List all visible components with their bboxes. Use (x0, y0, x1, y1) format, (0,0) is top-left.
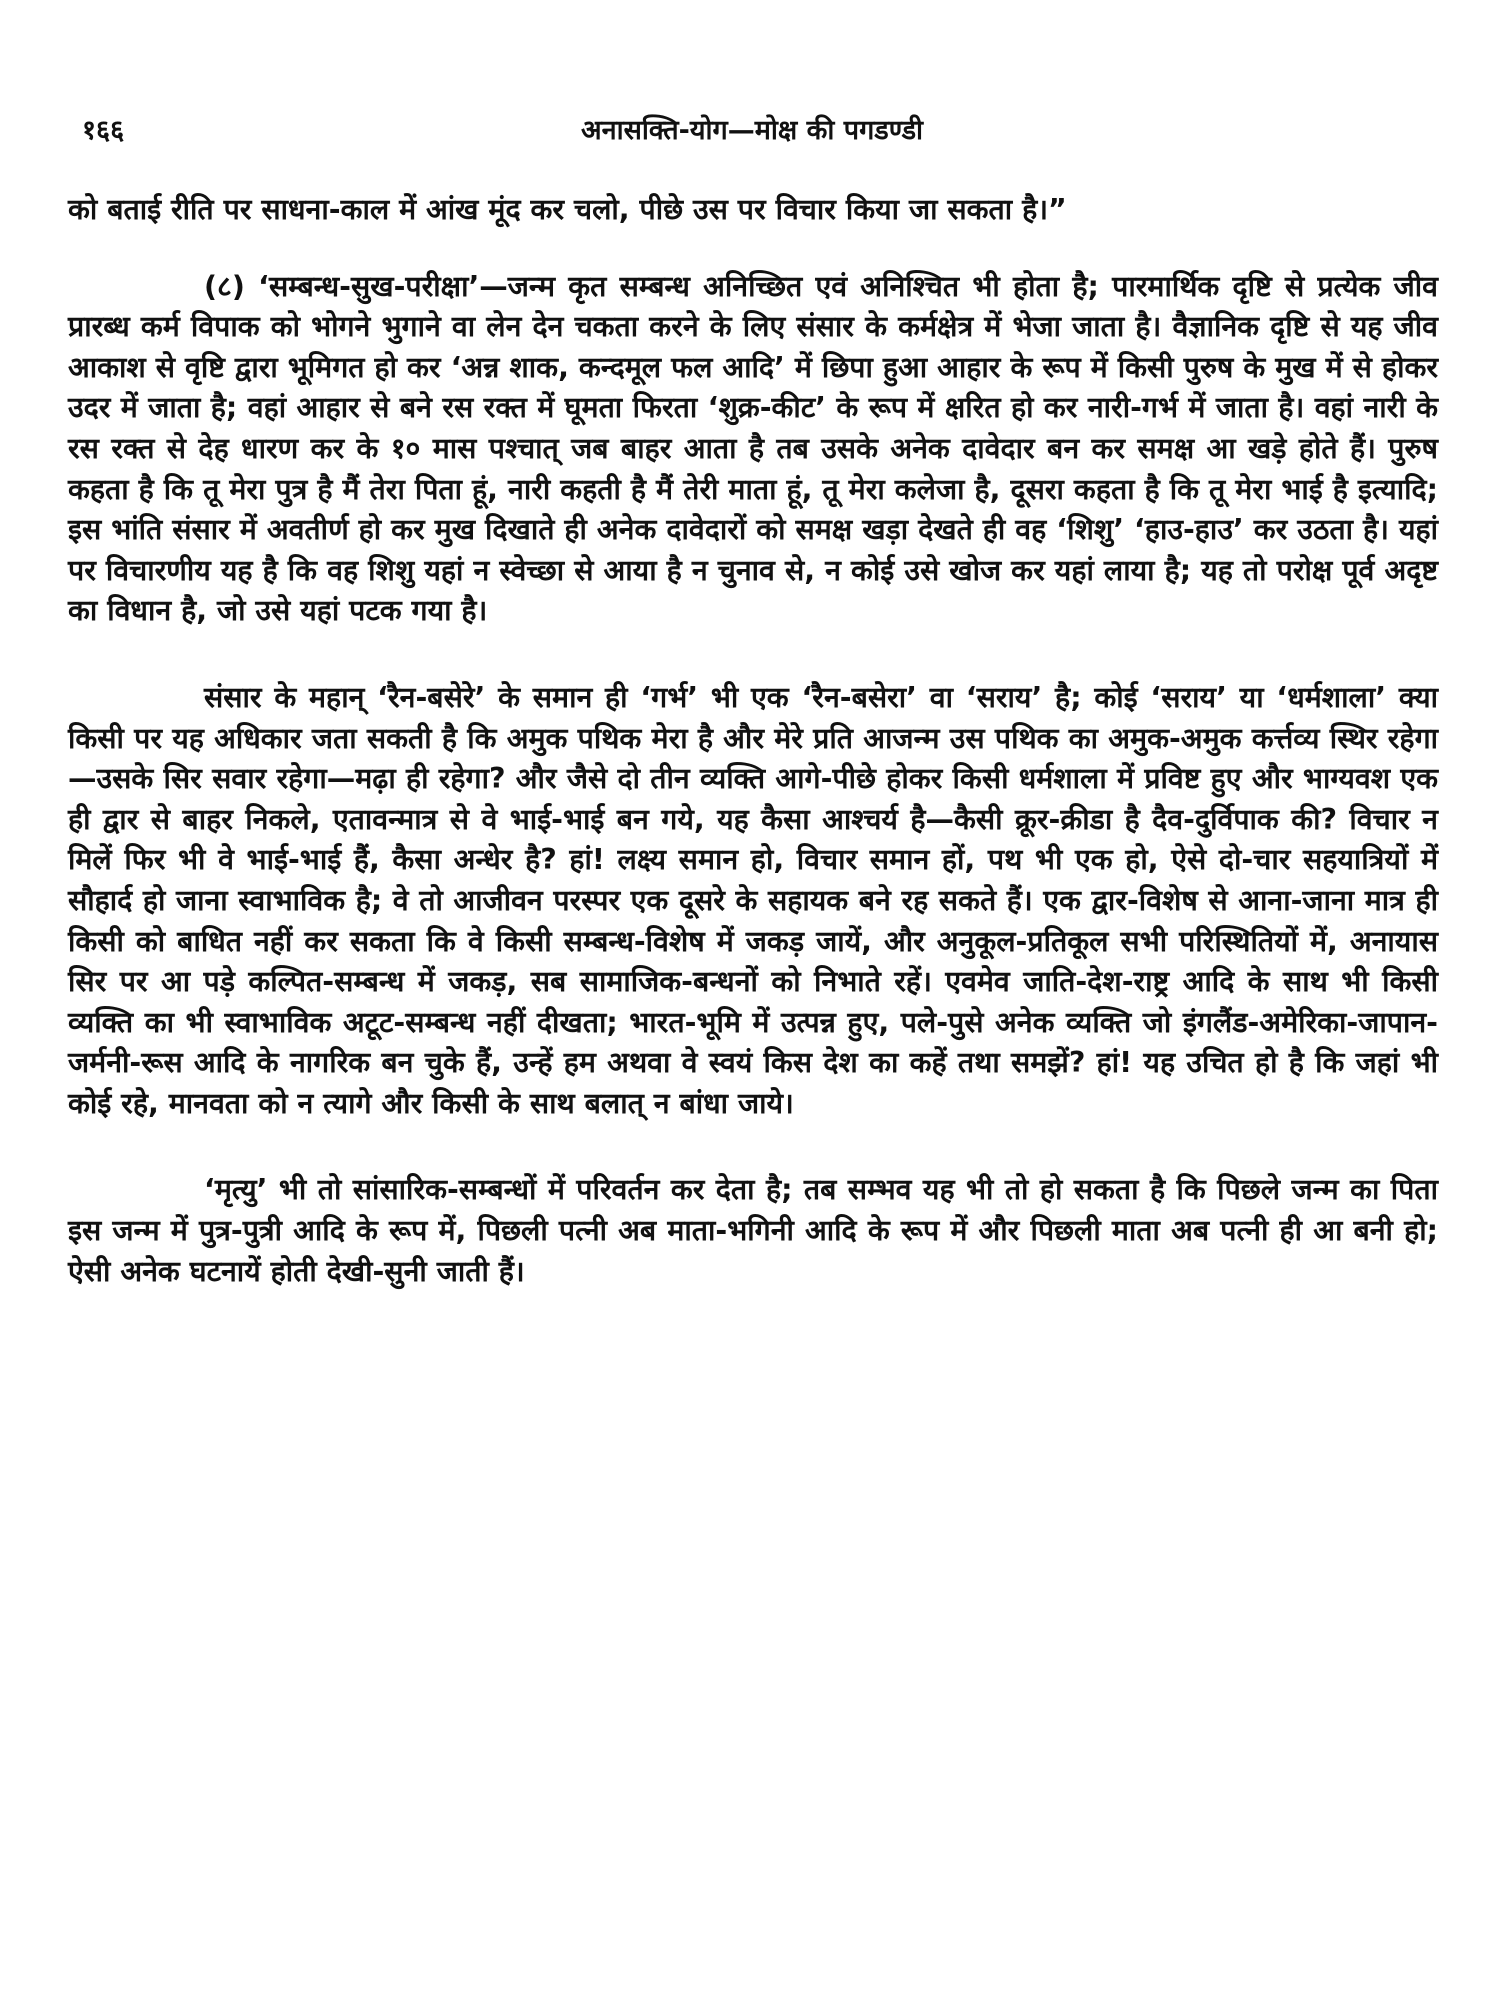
running-title: अनासक्ति-योग—मोक्ष की पगडण्डी (580, 115, 924, 146)
page-header (82, 110, 1422, 150)
section-heading: (८) ‘सम्बन्ध-सुख-परीक्षा’ (204, 269, 480, 303)
paragraph-mrityu: ‘मृत्यु’ भी तो सांसारिक-सम्बन्धों में परिवर्तन कर देता है; तब सम्भव यह भी तो हो सकता है कि पिछले जन्म का पिता इस जन्म में पुत्र-पुत्री आदि के रूप में, पिछली पत्नी अब माता-भगिनी आदि के रूप में और पिछली माता अब पत्नी ही आ बनी हो; ऐसी अनेक घटनायें होती देखी-सुनी जाती हैं। (68, 1173, 1438, 1288)
paragraph-section-8 (68, 267, 1438, 632)
paragraph-text: —जन्म कृत सम्बन्ध अनिच्छित एवं अनिश्चित भी होता है; पारमार्थिक दृष्टि से प्रत्येक जीव प्रारब्ध कर्म विपाक को भोगने भुगाने वा लेन देन चकता करने के लिए संसार के कर्मक्षेत्र में भेजा जाता है। वैज्ञानिक दृष्टि से यह जीव आकाश से वृष्टि द्वारा भूमिगत हो कर ‘अन्न शाक, कन्दमूल फल आदि’ में छिपा हुआ आहार के रूप में किसी पुरुष के मुख में से होकर उदर में जाता है; वहां आहार से बने रस रक्त में घूमता फिरता ‘शुक्र-कीट’ के रूप में क्षरित हो कर नारी-गर्भ में जाता है। वहां नारी के रस रक्त से देह धारण कर के १० मास पश्चात् जब बाहर आता है तब उसके अनेक दावेदार बन कर समक्ष आ खड़े होते हैं। पुरुष कहता है कि तू मेरा पुत्र है मैं तेरा पिता हूं, नारी कहती है मैं तेरी माता हूं, तू मेरा कलेजा है, दूसरा कहता है कि तू मेरा भाई है इत्यादि; इस भांति संसार में अवतीर्ण हो कर मुख दिखाते ही अनेक दावेदारों को समक्ष खड़ा देखते ही वह ‘शिशु’ ‘हाउ-हाउ’ कर उठता है। यहां पर विचारणीय यह है कि वह शिशु यहां न स्वेच्छा से आया है न चुनाव से, न कोई उसे खोज कर यहां लाया है; यह तो परोक्ष पूर्व अदृष्ट का विधान है, जो उसे यहां पटक गया है। (68, 269, 1438, 628)
paragraph-continuation: को बताई रीति पर साधना-काल में आंख मूंद कर चलो, पीछे उस पर विचार किया जा सकता है।” (68, 193, 1067, 226)
page-number: १६६ (82, 115, 125, 146)
paragraph-sarai: संसार के महान् ‘रैन-बसेरे’ के समान ही ‘गर्भ’ भी एक ‘रैन-बसेरा’ वा ‘सराय’ है; कोई ‘सराय’ या ‘धर्मशाला’ क्या किसी पर यह अधिकार जता सकती है कि अमुक पथिक मेरा है और मेरे प्रति आजन्म उस पथिक का अमुक-अमुक कर्त्तव्य स्थिर रहेगा—उसके सिर सवार रहेगा—मढ़ा ही रहेगा? और जैसे दो तीन व्यक्ति आगे-पीछे होकर किसी धर्मशाला में प्रविष्ट हुए और भाग्यवश एक ही द्वार से बाहर निकले, एतावन्मात्र से वे भाई-भाई बन गये, यह कैसा आश्चर्य है—कैसी क्रूर-क्रीडा है दैव-दुर्विपाक की? विचार न मिलें फिर भी वे भाई-भाई हैं, कैसा अन्धेर है? हां! लक्ष्य समान हो, विचार समान हों, पथ भी एक हो, ऐसे दो-चार सहयात्रियों में सौहार्द हो जाना स्वाभाविक है; वे तो आजीवन परस्पर एक दूसरे के सहायक बने रह सकते हैं। एक द्वार-विशेष से आना-जाना मात्र ही किसी को बाधित नहीं कर सकता कि वे किसी सम्बन्ध-विशेष में जकड़ जायें, और अनुकूल-प्रतिकूल सभी परिस्थितियों में, अनायास सिर पर आ पड़े कल्पित-सम्बन्ध में जकड़, सब सामाजिक-बन्धनों को निभाते रहें। एवमेव जाति-देश-राष्ट्र आदि के साथ भी किसी व्यक्ति का भी स्वाभाविक अटूट-सम्बन्ध नहीं दीखता; भारत-भूमि में उत्पन्न हुए, पले-पुसे अनेक व्यक्ति जो इंगलैंड-अमेरिका-जापान-जर्मनी-रूस आदि के नागरिक बन चुके हैं, उन्हें हम अथवा वे स्वयं किस देश का कहें तथा समझें? हां! यह उचित हो है कि जहां भी कोई रहे, मानवता को न त्यागे और किसी के साथ बलात् न बांधा जाये। (68, 680, 1438, 1120)
body-text (68, 190, 1438, 1338)
